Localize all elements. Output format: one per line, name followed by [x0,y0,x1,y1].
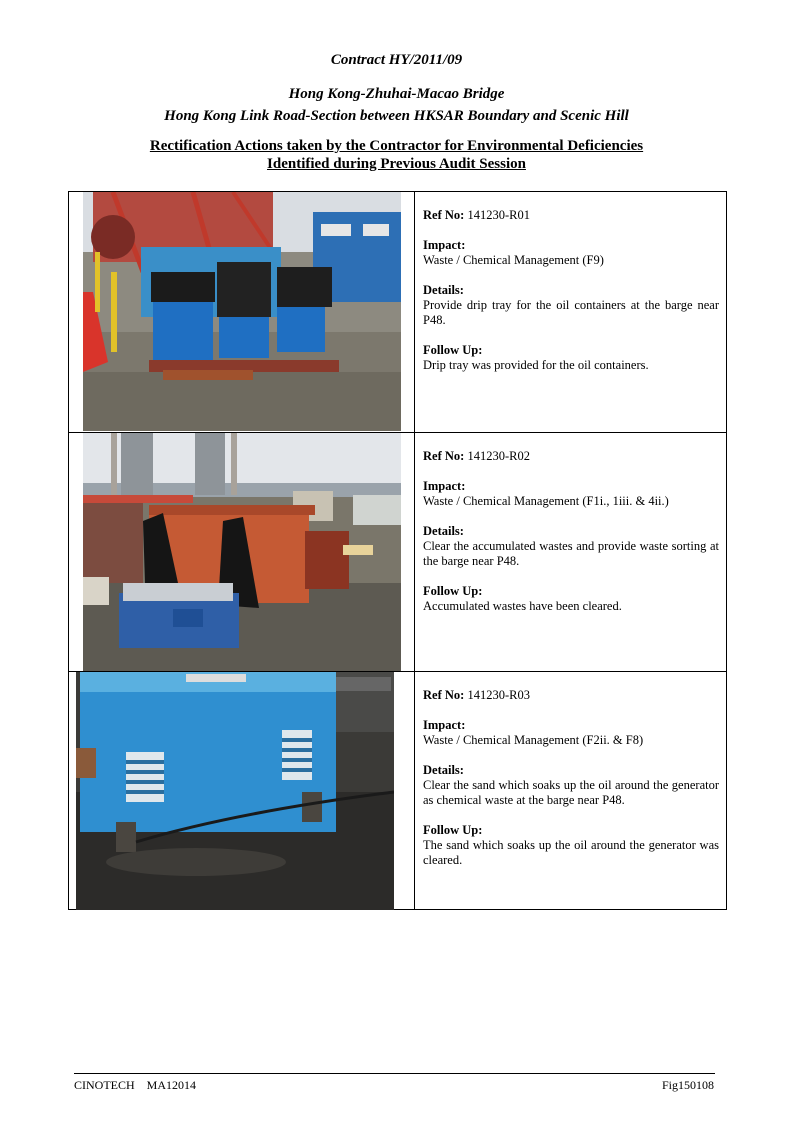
document-title-line2: Identified during Previous Audit Session [267,156,526,172]
follow-up-value: The sand which soaks up the oil around the generator was cleared. [423,838,719,867]
follow-up-value: Drip tray was provided for the oil containers. [423,358,649,372]
project-title-line2: Hong Kong Link Road-Section between HKSAR Boundary and Scenic Hill [164,108,629,124]
details-value: Clear the sand which soaks up the oil around the generator as chemical waste at the barge near P48. [423,778,719,807]
ref-no-label: Ref No: [423,208,465,222]
record-row-2 [69,432,726,673]
project-title-line1: Hong Kong-Zhuhai-Macao Bridge [288,86,505,102]
photo-oil-drums-drip-tray [83,192,401,431]
footer-left: CINOTECH MA12014 [74,1078,196,1092]
details-label: Details: [423,763,464,777]
ref-no-label: Ref No: [423,449,465,463]
impact-label: Impact: [423,718,466,732]
impact-value: Waste / Chemical Management (F1i., 1iii. & 4ii.) [423,494,669,508]
impact-value: Waste / Chemical Management (F9) [423,253,604,267]
ref-no-value: 141230-R02 [467,449,530,463]
photo-cell-3 [69,672,415,910]
footer-right: Fig150108 [661,1078,714,1092]
photo-waste-skips [83,433,401,671]
ref-no-label: Ref No: [423,688,465,702]
follow-up-label: Follow Up: [423,823,483,837]
photo-cell-2 [69,433,415,673]
photo-generator-base [76,672,394,910]
document-title [0,137,793,173]
details-value: Clear the accumulated wastes and provide waste sorting at the barge near P48. [423,539,719,568]
footer-divider [74,1073,715,1074]
follow-up-label: Follow Up: [423,343,483,357]
details-label: Details: [423,524,464,538]
ref-no-value: 141230-R03 [467,688,530,702]
impact-value: Waste / Chemical Management (F2ii. & F8) [423,733,644,747]
details-label: Details: [423,283,464,297]
details-value: Provide drip tray for the oil containers at the barge near P48. [423,298,719,327]
document-title-line1: Rectification Actions taken by the Contractor for Environmental Deficiencies [149,138,644,154]
ref-no-value: 141230-R01 [467,208,530,222]
follow-up-label: Follow Up: [423,584,483,598]
record-text-1 [423,208,719,388]
photo-cell-1 [69,192,415,432]
contract-number: Contract HY/2011/09 [330,52,463,68]
impact-label: Impact: [423,479,466,493]
record-text-2 [423,449,719,629]
record-text-3 [423,688,719,883]
impact-label: Impact: [423,238,466,252]
rectification-table [68,191,727,910]
record-row-1 [69,192,726,432]
record-row-3 [69,671,726,910]
follow-up-value: Accumulated wastes have been cleared. [423,599,622,613]
